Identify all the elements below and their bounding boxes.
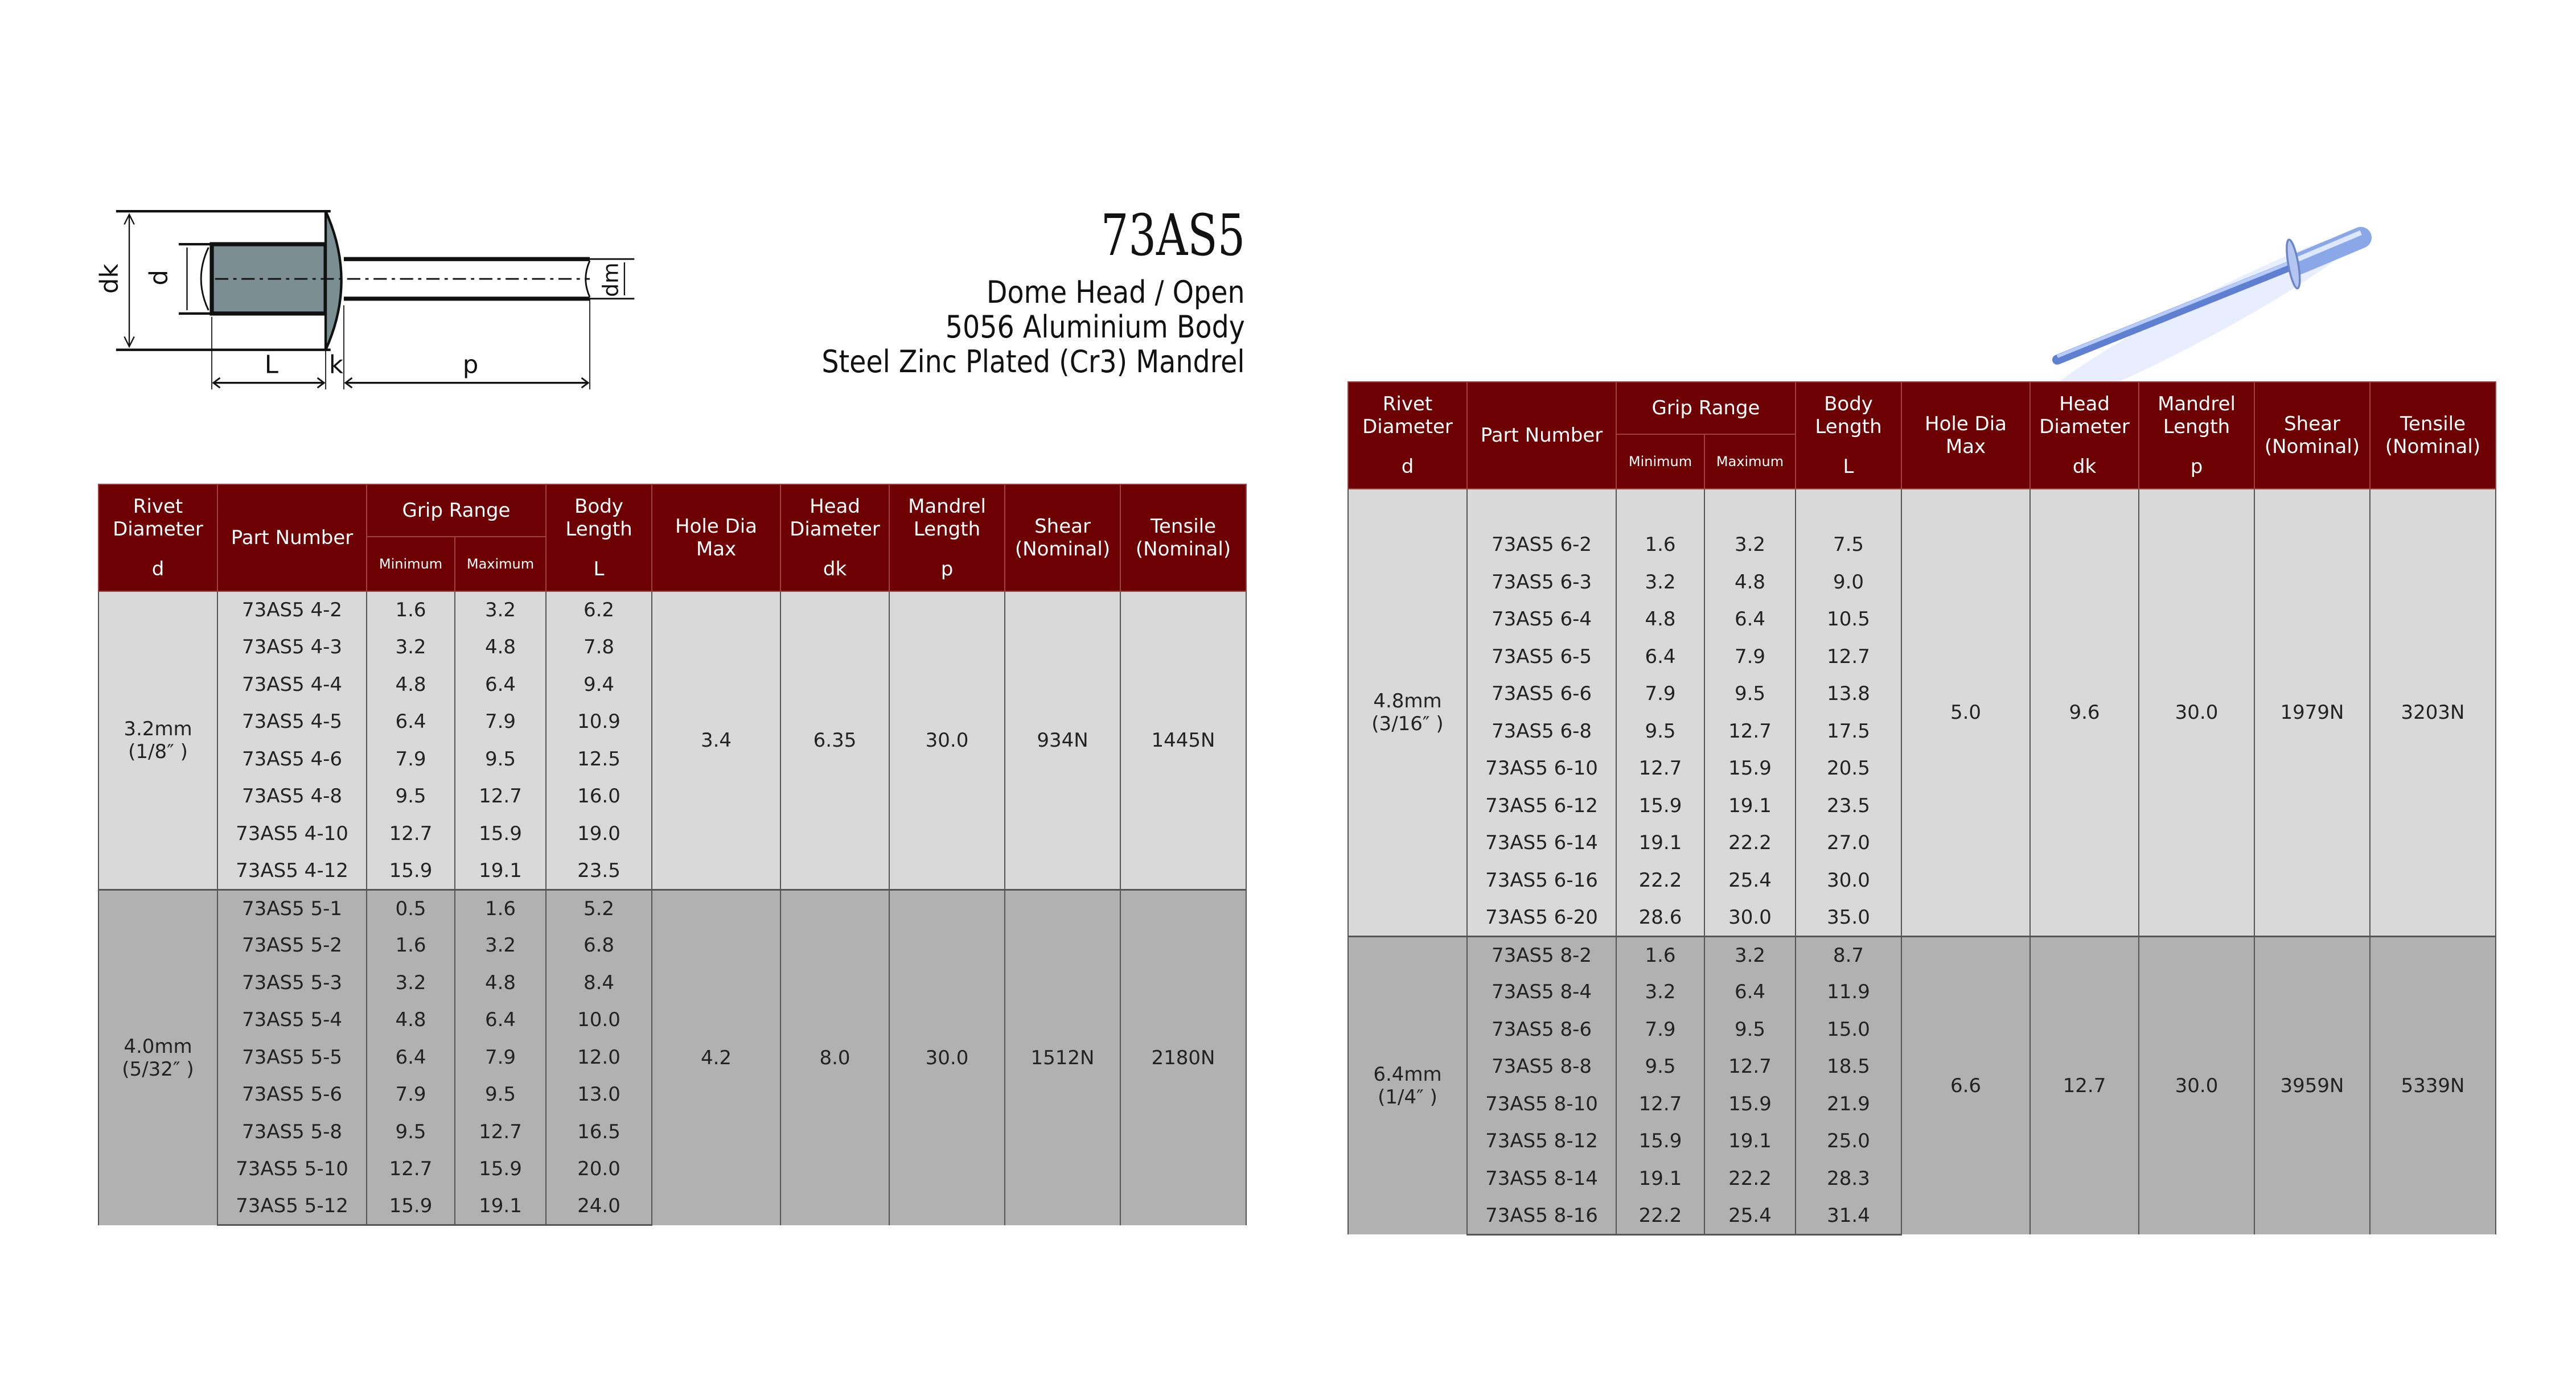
grip-max-cell: 19.1 bbox=[455, 1188, 546, 1225]
body-length-cell: 20.5 bbox=[1796, 750, 1901, 788]
part-number-cell: 73AS5 6-5 bbox=[1467, 638, 1616, 676]
header-body-length-text: Length bbox=[565, 518, 632, 541]
header-grip-minimum-text: Minimum bbox=[379, 556, 443, 572]
header-hole-dia bbox=[1901, 382, 2030, 489]
header-shear-text: Shear bbox=[1034, 515, 1091, 538]
mandrel-length-cell: 30.0 bbox=[889, 591, 1005, 890]
part-number-cell: 73AS5 8-4 bbox=[1467, 974, 1616, 1011]
rivet-diameter-inch: (5/32″ ) bbox=[122, 1057, 194, 1081]
part-number-cell: 73AS5 5-1 bbox=[217, 890, 367, 927]
rivet-diameter-mm: 4.0mm bbox=[124, 1035, 192, 1058]
rivet-diameter-inch: (1/4″ ) bbox=[1378, 1085, 1437, 1109]
part-number-cell: 73AS5 4-2 bbox=[217, 591, 367, 629]
grip-min-cell: 12.7 bbox=[1616, 1085, 1704, 1123]
part-number-cell: 73AS5 5-6 bbox=[217, 1076, 367, 1114]
grip-min-cell: 19.1 bbox=[1616, 1160, 1704, 1197]
rivet-diameter-inch: (3/16″ ) bbox=[1371, 712, 1444, 735]
part-number-cell: 73AS5 5-8 bbox=[217, 1113, 367, 1151]
header-hole-dia-text: Hole Dia bbox=[1925, 413, 2007, 435]
body-length-cell: 12.0 bbox=[546, 1039, 652, 1076]
header-shear-text: (Nominal) bbox=[2264, 435, 2360, 458]
grip-max-cell: 3.2 bbox=[455, 591, 546, 629]
grip-max-cell: 7.9 bbox=[455, 1039, 546, 1076]
part-number-cell: 73AS5 4-4 bbox=[217, 666, 367, 703]
body-length-cell: 12.7 bbox=[1796, 638, 1901, 676]
header-tensile-text: (Nominal) bbox=[1135, 538, 1231, 561]
body-length-cell: 13.0 bbox=[546, 1076, 652, 1114]
shear-cell: 1979N bbox=[2254, 489, 2370, 936]
header-hole-dia-text: Max bbox=[1945, 435, 1986, 458]
product-description-line: 5056 Aluminium Body bbox=[945, 309, 1245, 345]
header-head-diameter-text: Diameter bbox=[2039, 415, 2130, 438]
grip-max-cell: 4.8 bbox=[455, 629, 546, 666]
grip-max-cell: 30.0 bbox=[1704, 899, 1796, 937]
hole-dia-cell: 3.4 bbox=[652, 591, 780, 890]
rivet-diameter-cell bbox=[98, 890, 217, 1225]
header-head-diameter-text: Diameter bbox=[790, 518, 880, 541]
header-mandrel-length bbox=[889, 484, 1005, 591]
part-number-cell: 73AS5 6-16 bbox=[1467, 862, 1616, 899]
head-diameter-cell: 9.6 bbox=[2030, 489, 2139, 936]
grip-min-cell: 28.6 bbox=[1616, 899, 1704, 937]
header-head-diameter-text: Head bbox=[810, 495, 860, 518]
grip-min-cell: 3.2 bbox=[367, 629, 455, 666]
table-row bbox=[1348, 936, 2496, 974]
header-mandrel-length-text: Mandrel bbox=[908, 495, 986, 518]
part-number-cell: 73AS5 8-8 bbox=[1467, 1048, 1616, 1086]
rivet-diameter-mm: 4.8mm bbox=[1373, 689, 1442, 713]
part-number-cell: 73AS5 6-4 bbox=[1467, 601, 1616, 639]
grip-max-cell: 4.8 bbox=[455, 964, 546, 1002]
part-number-cell: 73AS5 8-12 bbox=[1467, 1123, 1616, 1160]
spacer bbox=[1349, 438, 1466, 455]
header-tensile-text: (Nominal) bbox=[2385, 435, 2481, 458]
body-length-cell: 9.0 bbox=[1796, 563, 1901, 601]
header-rivet-diameter-text: d bbox=[1401, 455, 1414, 478]
part-number-cell: 73AS5 4-8 bbox=[217, 778, 367, 816]
grip-max-cell bbox=[1704, 489, 1796, 526]
header-grip-range bbox=[367, 484, 546, 537]
grip-max-cell: 15.9 bbox=[1704, 750, 1796, 788]
shear-cell: 934N bbox=[1005, 591, 1120, 890]
body-length-cell: 30.0 bbox=[1796, 862, 1901, 899]
header-rivet-diameter-text: d bbox=[151, 558, 165, 580]
header-head-diameter-text: Head bbox=[2059, 393, 2110, 415]
part-number-cell: 73AS5 5-5 bbox=[217, 1039, 367, 1076]
header-rivet-diameter-text: Diameter bbox=[113, 518, 203, 541]
header-shear bbox=[1005, 484, 1120, 591]
rivet-diameter-cell bbox=[1348, 489, 1467, 936]
part-number-cell: 73AS5 4-5 bbox=[217, 703, 367, 741]
header-hole-dia-text: Hole Dia bbox=[675, 515, 758, 538]
label-p: p bbox=[462, 351, 479, 380]
mandrel-length-cell: 30.0 bbox=[2139, 489, 2254, 936]
header-body-length-text: Length bbox=[1815, 415, 1882, 438]
grip-min-cell: 22.2 bbox=[1616, 1197, 1704, 1235]
header-rivet-diameter-text: Diameter bbox=[1362, 415, 1453, 438]
part-number-cell: 73AS5 6-14 bbox=[1467, 825, 1616, 862]
header-tensile bbox=[2370, 382, 2496, 489]
part-number-cell: 73AS5 5-10 bbox=[217, 1151, 367, 1188]
part-number-cell: 73AS5 5-12 bbox=[217, 1188, 367, 1225]
body-length-cell: 12.5 bbox=[546, 740, 652, 778]
header-rivet-diameter bbox=[98, 484, 217, 591]
grip-min-cell: 12.7 bbox=[1616, 750, 1704, 788]
body-length-cell: 10.5 bbox=[1796, 601, 1901, 639]
header-grip-maximum-text: Maximum bbox=[1716, 454, 1784, 470]
body-length-cell: 7.5 bbox=[1796, 526, 1901, 564]
header-row bbox=[1348, 382, 2496, 434]
grip-max-cell: 9.5 bbox=[1704, 676, 1796, 713]
grip-max-cell: 3.2 bbox=[1704, 936, 1796, 974]
body-length-cell: 9.4 bbox=[546, 666, 652, 703]
grip-min-cell: 3.2 bbox=[1616, 974, 1704, 1011]
hole-dia-cell: 4.2 bbox=[652, 890, 780, 1225]
part-number-cell: 73AS5 6-3 bbox=[1467, 563, 1616, 601]
part-number-cell bbox=[1467, 489, 1616, 526]
grip-max-cell: 6.4 bbox=[1704, 601, 1796, 639]
header-grip-range-text: Grip Range bbox=[402, 499, 511, 522]
header-shear bbox=[2254, 382, 2370, 489]
grip-max-cell: 25.4 bbox=[1704, 1197, 1796, 1235]
part-number-cell: 73AS5 5-2 bbox=[217, 927, 367, 965]
header-body-length bbox=[546, 484, 652, 591]
spacer bbox=[2031, 438, 2138, 455]
grip-max-cell: 19.1 bbox=[1704, 1123, 1796, 1160]
body-length-cell: 7.8 bbox=[546, 629, 652, 666]
grip-min-cell: 6.4 bbox=[367, 703, 455, 741]
part-number-cell: 73AS5 6-2 bbox=[1467, 526, 1616, 564]
spec-table-right bbox=[1347, 381, 2496, 1236]
grip-min-cell: 9.5 bbox=[367, 778, 455, 816]
body-length-cell: 21.9 bbox=[1796, 1085, 1901, 1123]
header-row bbox=[98, 484, 1246, 537]
grip-max-cell: 19.1 bbox=[1704, 787, 1796, 825]
part-number-cell: 73AS5 6-20 bbox=[1467, 899, 1616, 937]
rivet-diameter-mm: 6.4mm bbox=[1373, 1063, 1442, 1086]
spacer bbox=[890, 541, 1004, 558]
grip-min-cell: 0.5 bbox=[367, 890, 455, 927]
body-length-cell: 25.0 bbox=[1796, 1123, 1901, 1160]
header-shear-text: Shear bbox=[2284, 413, 2340, 435]
grip-min-cell: 7.9 bbox=[1616, 1011, 1704, 1048]
grip-max-cell: 3.2 bbox=[455, 927, 546, 965]
grip-min-cell: 1.6 bbox=[1616, 526, 1704, 564]
grip-max-cell: 9.5 bbox=[1704, 1011, 1796, 1048]
grip-min-cell: 4.8 bbox=[1616, 601, 1704, 639]
table-row bbox=[98, 890, 1246, 927]
spec-table-left bbox=[98, 484, 1247, 1226]
header-body-length-text: Body bbox=[574, 495, 623, 518]
body-length-cell: 13.8 bbox=[1796, 676, 1901, 713]
header-shear-text: (Nominal) bbox=[1014, 538, 1111, 561]
part-number-cell: 73AS5 8-16 bbox=[1467, 1197, 1616, 1235]
table-row bbox=[1348, 489, 2496, 526]
body-length-cell: 11.9 bbox=[1796, 974, 1901, 1011]
header-rivet-diameter-text: Rivet bbox=[133, 495, 183, 518]
shear-cell: 3959N bbox=[2254, 936, 2370, 1234]
header-grip-range-text: Grip Range bbox=[1651, 397, 1760, 419]
grip-max-cell: 22.2 bbox=[1704, 825, 1796, 862]
hole-dia-cell: 6.6 bbox=[1901, 936, 2030, 1234]
grip-max-cell: 1.6 bbox=[455, 890, 546, 927]
header-mandrel-length-text: Mandrel bbox=[2158, 393, 2236, 415]
grip-min-cell: 12.7 bbox=[367, 815, 455, 853]
part-number-cell: 73AS5 8-6 bbox=[1467, 1011, 1616, 1048]
spacer bbox=[781, 541, 889, 558]
head-diameter-cell: 12.7 bbox=[2030, 936, 2139, 1234]
grip-max-cell: 12.7 bbox=[1704, 713, 1796, 750]
grip-max-cell: 12.7 bbox=[455, 778, 546, 816]
header-part-number bbox=[1467, 382, 1616, 489]
grip-min-cell: 3.2 bbox=[1616, 563, 1704, 601]
grip-min-cell: 9.5 bbox=[1616, 713, 1704, 750]
grip-min-cell: 15.9 bbox=[367, 1188, 455, 1225]
header-body-length bbox=[1796, 382, 1901, 489]
grip-min-cell: 1.6 bbox=[1616, 936, 1704, 974]
rivet-dimension-diagram bbox=[116, 211, 634, 389]
header-hole-dia bbox=[652, 484, 780, 591]
grip-max-cell: 22.2 bbox=[1704, 1160, 1796, 1197]
label-dk: dk bbox=[95, 263, 124, 294]
body-length-cell: 19.0 bbox=[546, 815, 652, 853]
rivet-diameter-cell bbox=[1348, 936, 1467, 1234]
grip-max-cell: 15.9 bbox=[455, 815, 546, 853]
header-head-diameter bbox=[780, 484, 889, 591]
part-number-cell: 73AS5 5-3 bbox=[217, 964, 367, 1002]
body-length-cell: 24.0 bbox=[546, 1188, 652, 1225]
grip-min-cell: 12.7 bbox=[367, 1151, 455, 1188]
header-part-number-text: Part Number bbox=[231, 526, 354, 549]
label-dm: dm bbox=[598, 262, 623, 297]
hole-dia-cell: 5.0 bbox=[1901, 489, 2030, 936]
body-length-cell: 10.9 bbox=[546, 703, 652, 741]
grip-min-cell: 1.6 bbox=[367, 591, 455, 629]
body-length-cell bbox=[1796, 489, 1901, 526]
part-number-cell: 73AS5 6-8 bbox=[1467, 713, 1616, 750]
grip-min-cell: 7.9 bbox=[367, 1076, 455, 1114]
head-diameter-cell: 8.0 bbox=[780, 890, 889, 1225]
body-length-cell: 8.4 bbox=[546, 964, 652, 1002]
grip-min-cell: 1.6 bbox=[367, 927, 455, 965]
grip-max-cell: 7.9 bbox=[455, 703, 546, 741]
grip-min-cell: 19.1 bbox=[1616, 825, 1704, 862]
grip-min-cell: 9.5 bbox=[367, 1113, 455, 1151]
grip-min-cell: 7.9 bbox=[367, 740, 455, 778]
part-number-cell: 73AS5 6-12 bbox=[1467, 787, 1616, 825]
product-description-line: Steel Zinc Plated (Cr3) Mandrel bbox=[821, 344, 1245, 380]
body-length-cell: 6.8 bbox=[546, 927, 652, 965]
header-part-number bbox=[217, 484, 367, 591]
header-grip-maximum bbox=[455, 537, 546, 591]
grip-min-cell: 6.4 bbox=[1616, 638, 1704, 676]
header-head-diameter-text: dk bbox=[2072, 455, 2097, 478]
grip-max-cell: 25.4 bbox=[1704, 862, 1796, 899]
mandrel-length-cell: 30.0 bbox=[2139, 936, 2254, 1234]
header-rivet-diameter bbox=[1348, 382, 1467, 489]
grip-max-cell: 12.7 bbox=[1704, 1048, 1796, 1086]
body-length-cell: 27.0 bbox=[1796, 825, 1901, 862]
grip-min-cell: 7.9 bbox=[1616, 676, 1704, 713]
header-tensile-text: Tensile bbox=[1151, 515, 1216, 538]
part-number-cell: 73AS5 6-6 bbox=[1467, 676, 1616, 713]
table-body bbox=[98, 591, 1246, 1225]
product-code: 73AS5 bbox=[1100, 202, 1245, 269]
label-L: L bbox=[264, 351, 279, 380]
header-grip-minimum bbox=[367, 537, 455, 591]
label-k: k bbox=[328, 351, 344, 380]
grip-max-cell: 7.9 bbox=[1704, 638, 1796, 676]
body-length-cell: 17.5 bbox=[1796, 713, 1901, 750]
part-number-cell: 73AS5 4-10 bbox=[217, 815, 367, 853]
part-number-cell: 73AS5 8-10 bbox=[1467, 1085, 1616, 1123]
header-mandrel-length-text: p bbox=[2190, 455, 2203, 478]
header-grip-maximum bbox=[1704, 434, 1796, 489]
body-length-cell: 35.0 bbox=[1796, 899, 1901, 937]
part-number-cell: 73AS5 8-14 bbox=[1467, 1160, 1616, 1197]
header-body-length-text: Body bbox=[1824, 393, 1873, 415]
rivet-diameter-mm: 3.2mm bbox=[124, 717, 192, 740]
header-grip-minimum-text: Minimum bbox=[1628, 454, 1692, 470]
body-length-cell: 23.5 bbox=[546, 853, 652, 890]
body-length-cell: 15.0 bbox=[1796, 1011, 1901, 1048]
header-mandrel-length bbox=[2139, 382, 2254, 489]
grip-max-cell: 19.1 bbox=[455, 853, 546, 890]
body-length-cell: 28.3 bbox=[1796, 1160, 1901, 1197]
head-diameter-cell: 6.35 bbox=[780, 591, 889, 890]
grip-min-cell: 15.9 bbox=[367, 853, 455, 890]
body-length-cell: 20.0 bbox=[546, 1151, 652, 1188]
grip-min-cell: 15.9 bbox=[1616, 1123, 1704, 1160]
grip-min-cell: 15.9 bbox=[1616, 787, 1704, 825]
body-length-cell: 16.5 bbox=[546, 1113, 652, 1151]
header-grip-range bbox=[1616, 382, 1796, 434]
table-header bbox=[98, 484, 1246, 591]
header-tensile-text: Tensile bbox=[2400, 413, 2466, 435]
header-mandrel-length-text: p bbox=[940, 558, 954, 580]
header-hole-dia-text: Max bbox=[696, 538, 737, 561]
header-mandrel-length-text: Length bbox=[2163, 415, 2230, 438]
grip-max-cell: 9.5 bbox=[455, 1076, 546, 1114]
header-grip-maximum-text: Maximum bbox=[466, 556, 535, 572]
header-head-diameter bbox=[2030, 382, 2139, 489]
table-row bbox=[98, 591, 1246, 629]
header-body-length-text: L bbox=[1843, 455, 1854, 478]
grip-max-cell: 6.4 bbox=[455, 1002, 546, 1039]
header-mandrel-length-text: Length bbox=[913, 518, 981, 541]
grip-max-cell: 15.9 bbox=[455, 1151, 546, 1188]
part-number-cell: 73AS5 5-4 bbox=[217, 1002, 367, 1039]
rivet-diameter-cell bbox=[98, 591, 217, 890]
grip-max-cell: 15.9 bbox=[1704, 1085, 1796, 1123]
grip-max-cell: 3.2 bbox=[1704, 526, 1796, 564]
part-number-cell: 73AS5 4-3 bbox=[217, 629, 367, 666]
grip-min-cell: 9.5 bbox=[1616, 1048, 1704, 1086]
body-length-cell: 5.2 bbox=[546, 890, 652, 927]
grip-min-cell: 3.2 bbox=[367, 964, 455, 1002]
grip-max-cell: 12.7 bbox=[455, 1113, 546, 1151]
product-description-line: Dome Head / Open bbox=[987, 274, 1245, 310]
body-length-cell: 31.4 bbox=[1796, 1197, 1901, 1235]
spacer bbox=[547, 541, 651, 558]
part-number-cell: 73AS5 4-6 bbox=[217, 740, 367, 778]
body-length-cell: 6.2 bbox=[546, 591, 652, 629]
body-length-cell: 10.0 bbox=[546, 1002, 652, 1039]
part-number-cell: 73AS5 8-2 bbox=[1467, 936, 1616, 974]
label-d: d bbox=[145, 270, 174, 286]
spacer bbox=[1796, 438, 1901, 455]
rivet-diameter-inch: (1/8″ ) bbox=[128, 740, 188, 763]
spacer bbox=[2139, 438, 2254, 455]
body-length-cell: 8.7 bbox=[1796, 936, 1901, 974]
header-tensile bbox=[1120, 484, 1246, 591]
spacer bbox=[99, 541, 217, 558]
header-body-length-text: L bbox=[593, 558, 605, 580]
body-length-cell: 16.0 bbox=[546, 778, 652, 816]
grip-min-cell: 4.8 bbox=[367, 1002, 455, 1039]
table-body bbox=[1348, 489, 2496, 1234]
part-number-cell: 73AS5 6-10 bbox=[1467, 750, 1616, 788]
grip-max-cell: 9.5 bbox=[455, 740, 546, 778]
grip-min-cell: 22.2 bbox=[1616, 862, 1704, 899]
table-header bbox=[1348, 382, 2496, 489]
body-length-cell: 18.5 bbox=[1796, 1048, 1901, 1086]
header-part-number-text: Part Number bbox=[1480, 424, 1603, 447]
tensile-cell: 1445N bbox=[1120, 591, 1246, 890]
grip-min-cell: 4.8 bbox=[367, 666, 455, 703]
part-number-cell: 73AS5 4-12 bbox=[217, 853, 367, 890]
body-length-cell: 23.5 bbox=[1796, 787, 1901, 825]
shear-cell: 1512N bbox=[1005, 890, 1120, 1225]
grip-max-cell: 6.4 bbox=[1704, 974, 1796, 1011]
tensile-cell: 5339N bbox=[2370, 936, 2496, 1234]
grip-max-cell: 4.8 bbox=[1704, 563, 1796, 601]
grip-min-cell: 6.4 bbox=[367, 1039, 455, 1076]
header-grip-minimum bbox=[1616, 434, 1704, 489]
tensile-cell: 3203N bbox=[2370, 489, 2496, 936]
grip-max-cell: 6.4 bbox=[455, 666, 546, 703]
header-rivet-diameter-text: Rivet bbox=[1382, 393, 1433, 415]
mandrel-length-cell: 30.0 bbox=[889, 890, 1005, 1225]
header-head-diameter-text: dk bbox=[823, 558, 847, 580]
tensile-cell: 2180N bbox=[1120, 890, 1246, 1225]
grip-min-cell bbox=[1616, 489, 1704, 526]
